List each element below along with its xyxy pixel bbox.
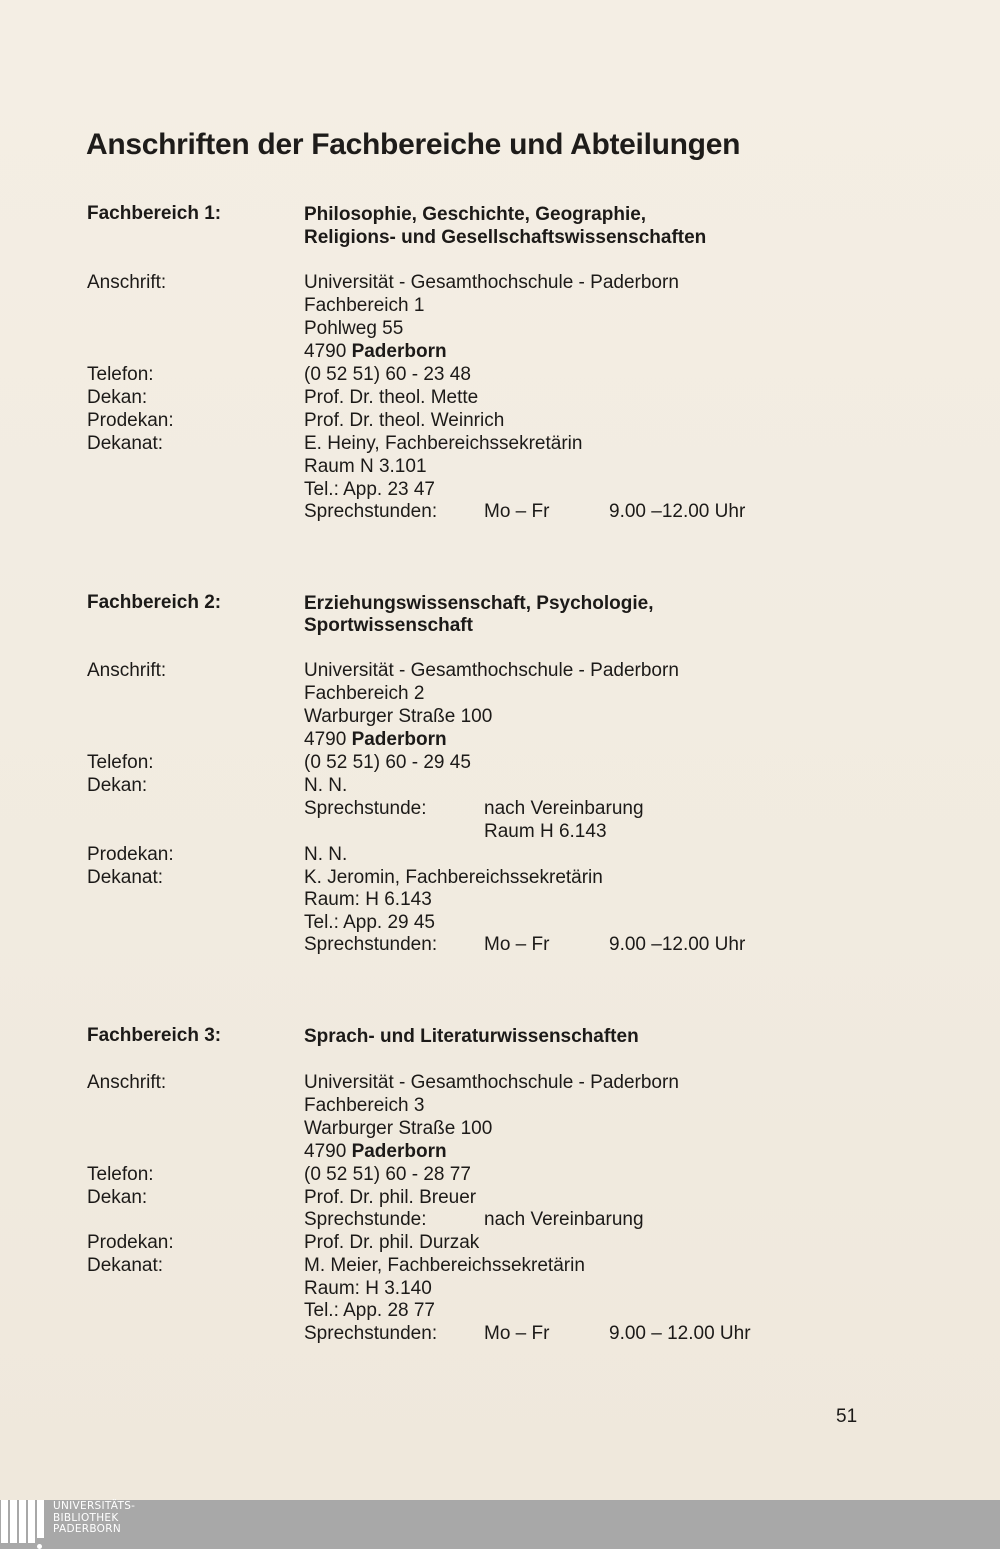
label-dekanat: Dekanat: xyxy=(87,433,164,454)
section-title-line: Sportwissenschaft xyxy=(304,615,473,636)
address-line: Fachbereich 2 xyxy=(304,683,425,704)
city: Paderborn xyxy=(351,729,447,750)
sprechstunden-days: Mo – Fr xyxy=(484,501,550,522)
label-dekan: Dekan: xyxy=(87,1187,148,1208)
address-line: Warburger Straße 100 xyxy=(304,1118,493,1139)
address-line: Universität - Gesamthochschule - Paderborn xyxy=(304,272,679,293)
logo-line: PADERBORN xyxy=(53,1523,121,1535)
label-anschrift: Anschrift: xyxy=(87,272,167,293)
dekan-sprechstunde-room: Raum H 6.143 xyxy=(484,821,607,842)
telefon-value: (0 52 51) 60 - 23 48 xyxy=(304,364,471,385)
sprechstunden-label: Sprechstunden: xyxy=(304,501,438,522)
address-city-line xyxy=(304,340,447,363)
postcode: 4790 xyxy=(304,1141,347,1162)
sprechstunden-time: 9.00 –12.00 Uhr xyxy=(609,934,746,955)
label-telefon: Telefon: xyxy=(87,1164,154,1185)
library-logo-icon xyxy=(0,1500,46,1549)
dekan-sprechstunde-label: Sprechstunde: xyxy=(304,798,427,819)
postcode: 4790 xyxy=(304,341,347,362)
postcode: 4790 xyxy=(304,729,347,750)
sprechstunden-days: Mo – Fr xyxy=(484,1323,550,1344)
label-anschrift: Anschrift: xyxy=(87,660,167,681)
library-footer-bar xyxy=(0,1500,1000,1549)
address-line: Fachbereich 1 xyxy=(304,295,425,316)
prodekan-value: Prof. Dr. phil. Durzak xyxy=(304,1232,480,1253)
section-title-line: Religions- und Gesellschaftswissenschaften xyxy=(304,227,707,248)
dekan-sprechstunde-text: nach Vereinbarung xyxy=(484,798,644,819)
dekanat-line: Tel.: App. 28 77 xyxy=(304,1300,435,1321)
address-city-line xyxy=(304,728,447,751)
page-title: Anschriften der Fachbereiche und Abteilungen xyxy=(86,128,741,161)
sprechstunden-label: Sprechstunden: xyxy=(304,934,438,955)
city: Paderborn xyxy=(351,1141,447,1162)
dekanat-line: M. Meier, Fachbereichssekretärin xyxy=(304,1255,585,1276)
section-heading: Fachbereich 3: xyxy=(87,1025,222,1046)
dekanat-line: Raum: H 6.143 xyxy=(304,889,432,910)
prodekan-value: N. N. xyxy=(304,844,348,865)
sprechstunden-time: 9.00 – 12.00 Uhr xyxy=(609,1323,751,1344)
dekanat-line: Raum N 3.101 xyxy=(304,456,427,477)
section-title-line: Sprach- und Literaturwissenschaften xyxy=(304,1026,639,1047)
label-anschrift: Anschrift: xyxy=(87,1072,167,1093)
dekanat-line: Tel.: App. 23 47 xyxy=(304,479,435,500)
address-city-line xyxy=(304,1140,447,1163)
sprechstunden-days: Mo – Fr xyxy=(484,934,550,955)
section-heading: Fachbereich 1: xyxy=(87,203,222,224)
dekanat-line: K. Jeromin, Fachbereichssekretärin xyxy=(304,867,603,888)
label-dekan: Dekan: xyxy=(87,387,148,408)
sprechstunden-time: 9.00 –12.00 Uhr xyxy=(609,501,746,522)
dekanat-line: Raum: H 3.140 xyxy=(304,1278,432,1299)
dekanat-line: Tel.: App. 29 45 xyxy=(304,912,435,933)
label-telefon: Telefon: xyxy=(87,364,154,385)
address-line: Warburger Straße 100 xyxy=(304,706,493,727)
dekan-value: Prof. Dr. theol. Mette xyxy=(304,387,479,408)
dekan-value: N. N. xyxy=(304,775,348,796)
logo-line: UNIVERSITÄTS- xyxy=(53,1500,136,1512)
address-line: Universität - Gesamthochschule - Paderborn xyxy=(304,1072,679,1093)
label-prodekan: Prodekan: xyxy=(87,844,174,865)
address-line: Fachbereich 3 xyxy=(304,1095,425,1116)
dekan-sprechstunde-text: nach Vereinbarung xyxy=(484,1209,644,1230)
label-dekanat: Dekanat: xyxy=(87,1255,164,1276)
label-dekan: Dekan: xyxy=(87,775,148,796)
address-line: Universität - Gesamthochschule - Paderborn xyxy=(304,660,679,681)
label-telefon: Telefon: xyxy=(87,752,154,773)
address-line: Pohlweg 55 xyxy=(304,318,404,339)
label-prodekan: Prodekan: xyxy=(87,1232,174,1253)
section-title-line: Erziehungswissenschaft, Psychologie, xyxy=(304,593,654,614)
section-heading: Fachbereich 2: xyxy=(87,592,222,613)
label-dekanat: Dekanat: xyxy=(87,867,164,888)
label-prodekan: Prodekan: xyxy=(87,410,174,431)
dekanat-line: E. Heiny, Fachbereichssekretärin xyxy=(304,433,583,454)
city: Paderborn xyxy=(351,341,447,362)
section-title-line: Philosophie, Geschichte, Geographie, xyxy=(304,204,647,225)
telefon-value: (0 52 51) 60 - 28 77 xyxy=(304,1164,471,1185)
page-number: 51 xyxy=(836,1406,858,1427)
library-logo-text xyxy=(53,1501,135,1536)
sprechstunden-label: Sprechstunden: xyxy=(304,1323,438,1344)
dekan-value: Prof. Dr. phil. Breuer xyxy=(304,1187,477,1208)
prodekan-value: Prof. Dr. theol. Weinrich xyxy=(304,410,505,431)
logo-line: BIBLIOTHEK xyxy=(53,1511,119,1524)
dekan-sprechstunde-label: Sprechstunde: xyxy=(304,1209,427,1230)
telefon-value: (0 52 51) 60 - 29 45 xyxy=(304,752,471,773)
